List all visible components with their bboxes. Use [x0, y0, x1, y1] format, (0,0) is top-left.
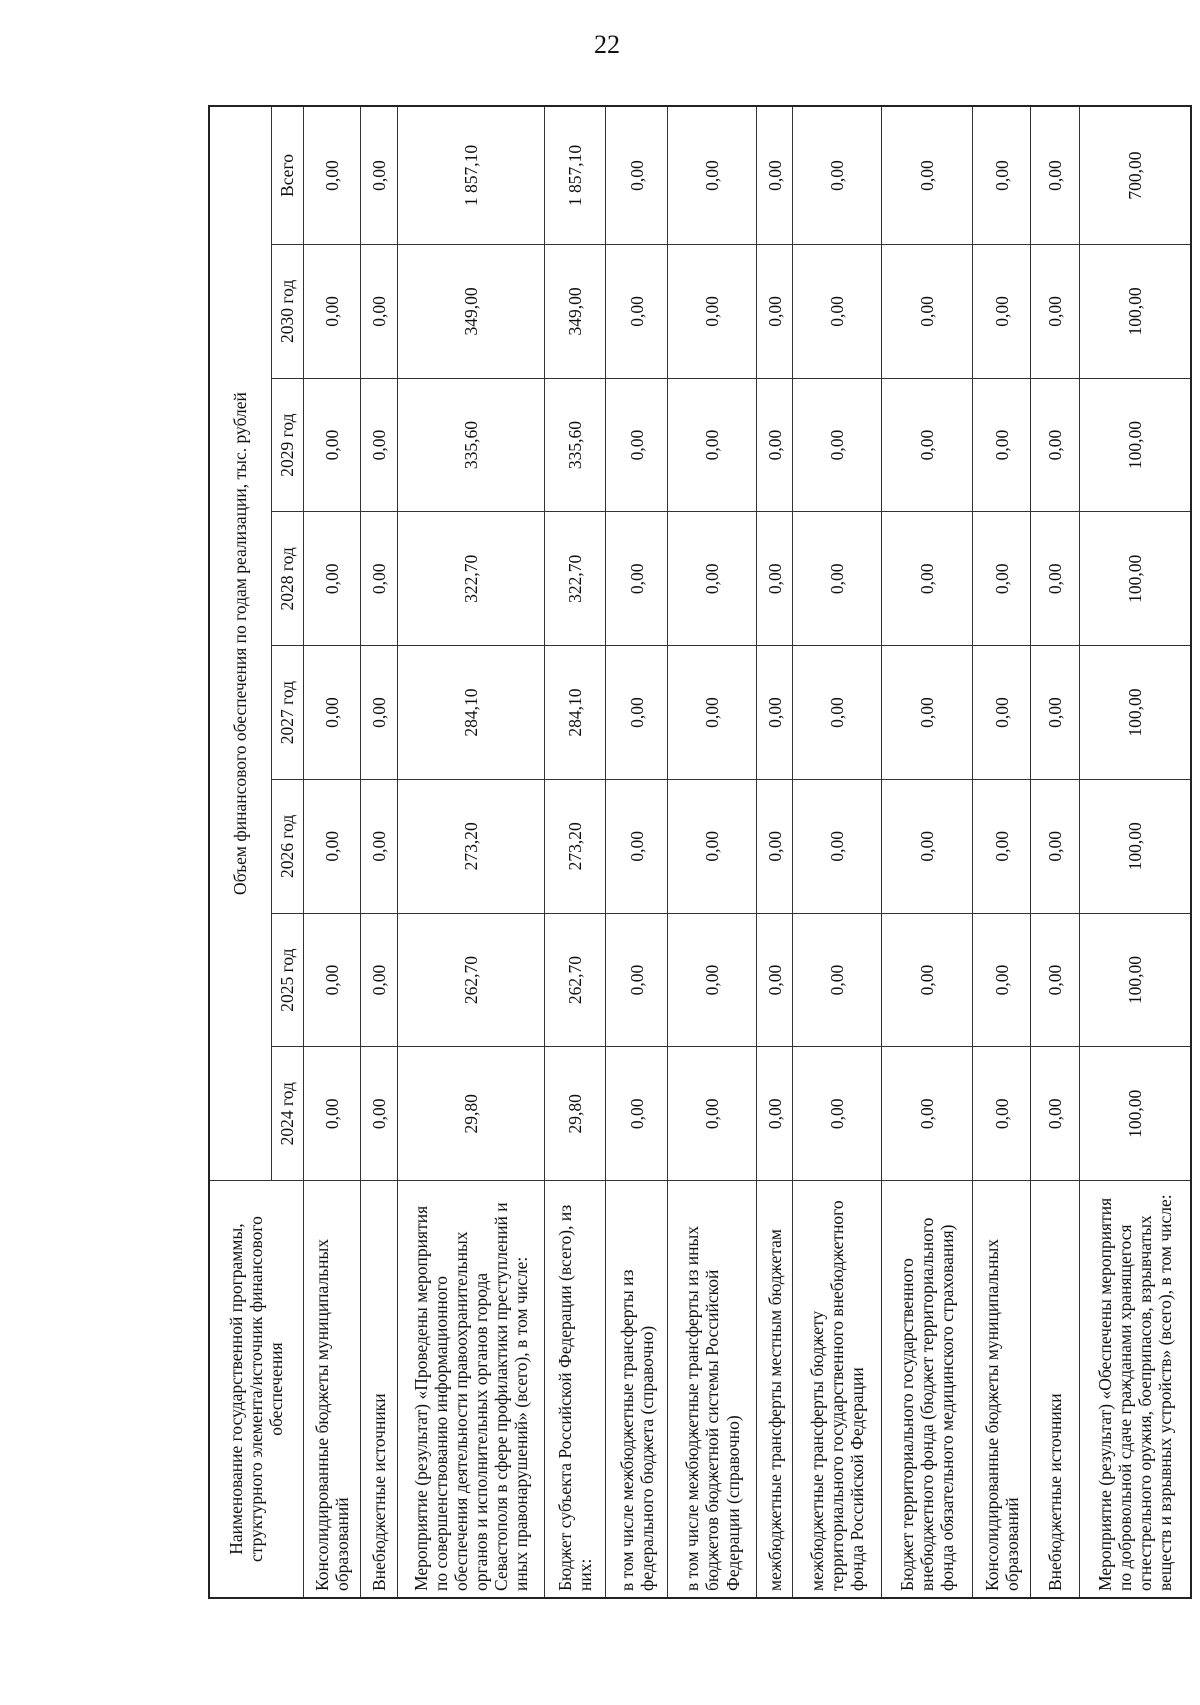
cell-value: 0,00 — [606, 646, 668, 780]
cell-value: 0,00 — [973, 245, 1031, 379]
cell-value: 322,70 — [544, 512, 605, 646]
cell-value: 0,00 — [882, 512, 973, 646]
cell-value: 273,20 — [544, 779, 605, 913]
name-column-header: Наименование государственной программы, структурного элемента/источник финансового обеспечения — [209, 1181, 303, 1598]
row-name: Внебюджетные источники — [1031, 1181, 1080, 1598]
cell-value: 0,00 — [361, 646, 398, 780]
cell-value: 0,00 — [303, 106, 361, 245]
cell-value: 0,00 — [668, 646, 757, 780]
cell-value: 0,00 — [757, 245, 793, 379]
cell-value: 100,00 — [1080, 378, 1191, 512]
cell-value: 284,10 — [398, 646, 545, 780]
cell-value: 29,80 — [544, 1047, 605, 1181]
cell-value: 262,70 — [544, 913, 605, 1047]
page-number: 22 — [594, 30, 620, 59]
cell-value: 0,00 — [1031, 245, 1080, 379]
cell-value: 0,00 — [882, 913, 973, 1047]
cell-value: 0,00 — [757, 646, 793, 780]
cell-value: 0,00 — [303, 512, 361, 646]
row-name: Бюджет территориального государственного внебюджетного фонда (бюджет территориального фонда обязательного медицинского страхования) — [882, 1181, 973, 1598]
cell-value: 0,00 — [668, 106, 757, 245]
cell-value: 1 857,10 — [544, 106, 605, 245]
cell-value: 349,00 — [398, 245, 545, 379]
cell-value: 0,00 — [668, 512, 757, 646]
year-header: 2028 год — [271, 512, 303, 646]
cell-value: 100,00 — [1080, 512, 1191, 646]
year-header: 2029 год — [271, 378, 303, 512]
row-name: Бюджет субъекта Российской Федерации (всего), из них: — [544, 1181, 605, 1598]
cell-value: 0,00 — [361, 779, 398, 913]
table-row — [1080, 106, 1191, 1598]
cell-value: 0,00 — [606, 378, 668, 512]
cell-value: 0,00 — [757, 1047, 793, 1181]
cell-value: 100,00 — [1080, 245, 1191, 379]
table-row — [606, 106, 668, 1598]
table-row — [544, 106, 605, 1598]
cell-value: 0,00 — [757, 106, 793, 245]
cell-value: 0,00 — [606, 913, 668, 1047]
table-row — [303, 106, 361, 1598]
cell-value: 0,00 — [882, 106, 973, 245]
year-header: 2025 год — [271, 913, 303, 1047]
cell-value: 0,00 — [361, 512, 398, 646]
row-name: Консолидированные бюджеты муниципальных образований — [973, 1181, 1031, 1598]
cell-value: 0,00 — [1031, 1047, 1080, 1181]
row-name: Внебюджетные источники — [361, 1181, 398, 1598]
cell-value: 0,00 — [303, 1047, 361, 1181]
cell-value: 0,00 — [1031, 913, 1080, 1047]
year-header: 2027 год — [271, 646, 303, 780]
cell-value: 0,00 — [1031, 512, 1080, 646]
cell-value: 1 857,10 — [398, 106, 545, 245]
cell-value: 0,00 — [793, 378, 882, 512]
cell-value: 262,70 — [398, 913, 545, 1047]
cell-value: 0,00 — [882, 779, 973, 913]
cell-value: 0,00 — [793, 779, 882, 913]
row-name: в том числе межбюджетные трансферты из федерального бюджета (справочно) — [606, 1181, 668, 1598]
cell-value: 0,00 — [1031, 378, 1080, 512]
cell-value: 0,00 — [973, 378, 1031, 512]
cell-value: 0,00 — [793, 1047, 882, 1181]
cell-value: 100,00 — [1080, 1047, 1191, 1181]
cell-value: 0,00 — [882, 245, 973, 379]
cell-value: 0,00 — [793, 245, 882, 379]
cell-value: 0,00 — [757, 913, 793, 1047]
cell-value: 0,00 — [757, 378, 793, 512]
cell-value: 100,00 — [1080, 913, 1191, 1047]
cell-value: 0,00 — [606, 245, 668, 379]
cell-value: 0,00 — [882, 646, 973, 780]
table-row — [1031, 106, 1080, 1598]
table-row — [757, 106, 793, 1598]
cell-value: 29,80 — [398, 1047, 545, 1181]
cell-value: 0,00 — [757, 779, 793, 913]
cell-value: 0,00 — [303, 245, 361, 379]
cell-value: 100,00 — [1080, 646, 1191, 780]
cell-value: 0,00 — [668, 378, 757, 512]
rotated-table-wrapper — [208, 105, 1192, 1599]
cell-value: 0,00 — [668, 779, 757, 913]
cell-value: 0,00 — [1031, 106, 1080, 245]
cell-value: 0,00 — [882, 378, 973, 512]
cell-value: 0,00 — [973, 913, 1031, 1047]
volume-title: Объем финансового обеспечения по годам реализации, тыс. рублей — [209, 106, 271, 1181]
year-header: 2024 год — [271, 1047, 303, 1181]
row-name: Консолидированные бюджеты муниципальных образований — [303, 1181, 361, 1598]
table-row — [668, 106, 757, 1598]
table-row — [398, 106, 545, 1598]
cell-value: 0,00 — [361, 245, 398, 379]
cell-value: 0,00 — [793, 646, 882, 780]
cell-value: 322,70 — [398, 512, 545, 646]
row-name: Мероприятие (результат) «Обеспечены мероприятия по добровольной сдаче гражданами хранящегося огнестрельного оружия, боеприпасов, взрывчатых веществ и взрывных устройств» (всего), в том числе: — [1080, 1181, 1191, 1598]
row-name: межбюджетные трансферты местным бюджетам — [757, 1181, 793, 1598]
year-header: 2030 год — [271, 245, 303, 379]
cell-value: 0,00 — [1031, 779, 1080, 913]
cell-value: 0,00 — [973, 512, 1031, 646]
cell-value: 100,00 — [1080, 779, 1191, 913]
cell-value: 0,00 — [303, 646, 361, 780]
cell-value: 0,00 — [793, 512, 882, 646]
total-header: Всего — [271, 106, 303, 245]
cell-value: 0,00 — [361, 378, 398, 512]
cell-value: 0,00 — [668, 1047, 757, 1181]
cell-value: 0,00 — [793, 106, 882, 245]
financing-table — [208, 105, 1192, 1599]
cell-value: 0,00 — [361, 913, 398, 1047]
cell-value: 335,60 — [544, 378, 605, 512]
table-row — [361, 106, 398, 1598]
cell-value: 273,20 — [398, 779, 545, 913]
cell-value: 0,00 — [303, 378, 361, 512]
cell-value: 0,00 — [668, 913, 757, 1047]
cell-value: 0,00 — [606, 512, 668, 646]
cell-value: 0,00 — [793, 913, 882, 1047]
table-row — [882, 106, 973, 1598]
table-row — [793, 106, 882, 1598]
cell-value: 0,00 — [973, 106, 1031, 245]
cell-value: 0,00 — [1031, 646, 1080, 780]
row-name: межбюджетные трансферты бюджету территориального государственного внебюджетного фонда Российской Федерации — [793, 1181, 882, 1598]
cell-value: 0,00 — [973, 646, 1031, 780]
cell-value: 349,00 — [544, 245, 605, 379]
cell-value: 0,00 — [606, 1047, 668, 1181]
year-header: 2026 год — [271, 779, 303, 913]
cell-value: 0,00 — [606, 779, 668, 913]
cell-value: 0,00 — [757, 512, 793, 646]
table-row — [973, 106, 1031, 1598]
cell-value: 0,00 — [973, 779, 1031, 913]
cell-value: 0,00 — [882, 1047, 973, 1181]
cell-value: 0,00 — [361, 106, 398, 245]
cell-value: 335,60 — [398, 378, 545, 512]
cell-value: 700,00 — [1080, 106, 1191, 245]
cell-value: 0,00 — [973, 1047, 1031, 1181]
cell-value: 0,00 — [361, 1047, 398, 1181]
cell-value: 0,00 — [303, 913, 361, 1047]
cell-value: 284,10 — [544, 646, 605, 780]
row-name: Мероприятие (результат) «Проведены мероприятия по совершенствованию информационного обеспечения деятельности правоохранительных органов и исполнительных органов города Севастополя в сфере профилактики преступлений и иных правонарушений» (всего), в том числе: — [398, 1181, 545, 1598]
row-name: в том числе межбюджетные трансферты из иных бюджетов бюджетной системы Российской Федерации (справочно) — [668, 1181, 757, 1598]
cell-value: 0,00 — [606, 106, 668, 245]
cell-value: 0,00 — [303, 779, 361, 913]
cell-value: 0,00 — [668, 245, 757, 379]
